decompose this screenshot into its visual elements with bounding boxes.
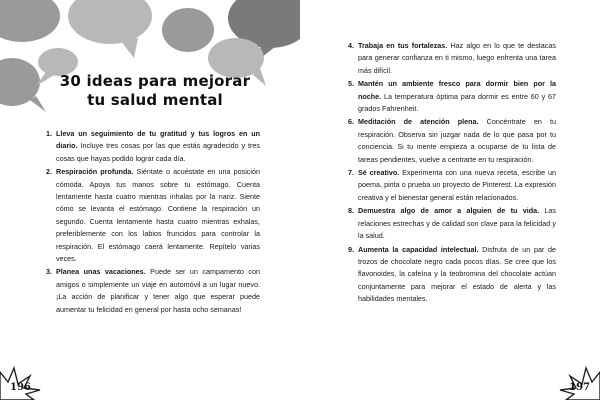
- item-number: 5.: [348, 79, 354, 89]
- item-number: 1.: [46, 129, 52, 138]
- title-line-1: 30 ideas para mejorar: [59, 72, 251, 90]
- item-number: 3.: [46, 267, 52, 277]
- speech-bubble-icon: [0, 0, 60, 42]
- list-item: [46, 266, 260, 316]
- list-item: [348, 205, 556, 242]
- item-body: Disfruta de un par de trozos de chocolate negro cada pocos días. Se cree que los flavonoides, la cafeína y la teobromina del chocolate actúan conjuntamente para mejorar el estado de alerta y las habilidades mentales.: [358, 244, 557, 304]
- item-lead: Lleva un seguimiento de tu gratitud y tus logros en un diario.: [56, 129, 260, 151]
- item-body: Concéntrate en tu respiración. Observa sin juzgar nada de lo que pasa por tu conciencia. Si tu mente empieza a ocuparse de tu lista de tareas pendientes, vuelve a centrarte en tu respiración.: [358, 117, 556, 164]
- list-item: [46, 128, 260, 165]
- item-lead: Trabaja en tus fortalezas.: [358, 41, 448, 50]
- ideas-list: [348, 40, 556, 307]
- item-lead: Sé creativo.: [358, 168, 400, 178]
- item-lead: Planea unas vacaciones.: [56, 267, 146, 277]
- page-number: 197: [569, 382, 590, 393]
- speech-bubble-icon: [162, 8, 214, 52]
- page-title: [40, 72, 270, 110]
- speech-bubble-icon: [68, 0, 152, 58]
- list-item: [46, 166, 260, 265]
- starburst-corner-icon: [0, 360, 46, 400]
- item-body: Experimenta con una nueva receta, escribe un poema, pinta o prueba un proyecto de Pinterest. La expresión creativa y el bienestar general están relacionados.: [358, 168, 556, 202]
- item-body: Incluye tres cosas por las que estás agradecido y tres cosas que hayas podido lograr cada día.: [56, 141, 260, 163]
- item-body: Siéntate o acuéstate en una posición cómoda. Apoya tus manos sobre tu estómago. Cuenta lentamente hasta cuatro mientras inhalas por la nariz. Siente cómo se levanta el estómago. Contiene la respiración un segundo. Cuenta lentamente hasta cuatro mientras exhalas, preferiblemente con los labios fruncidos para controlar la respiración. El estómago caerá lentamente. Repítelo varias veces.: [56, 167, 260, 264]
- ideas-list: [46, 128, 260, 317]
- item-number: 6.: [348, 117, 354, 127]
- list-item: [348, 78, 556, 115]
- item-number: 4.: [348, 41, 354, 50]
- item-body: Puede ser un campamento con amigos o simplemente un viaje en automóvil a un lugar nuevo. ¡La acción de planificar y tener algo que esperar puede aumentar tu felicidad en general por hasta ocho semanas!: [56, 267, 261, 314]
- list-item: [348, 40, 556, 77]
- right-page: [300, 0, 600, 400]
- item-body: Haz algo en lo que te destacas para generar confianza en ti mismo, luego enfrenta una tarea más difícil.: [358, 41, 556, 75]
- list-item: [348, 167, 556, 204]
- item-lead: Mantén un ambiente fresco para dormir bien por la noche.: [358, 79, 556, 101]
- item-lead: Aumenta la capacidad intelectual.: [358, 244, 479, 254]
- item-body: La temperatura óptima para dormir es entre 60 y 67 grados Fahrenheit.: [358, 91, 556, 114]
- item-number: 9.: [348, 244, 354, 254]
- item-lead: Meditación de atención plena.: [358, 117, 479, 127]
- list-item: [348, 116, 556, 166]
- item-number: 7.: [348, 168, 354, 178]
- list-item: [348, 244, 556, 306]
- item-body: Las relaciones estrechas y de calidad son clave para la felicidad y la salud.: [358, 206, 556, 241]
- title-line-2: tu salud mental: [87, 91, 223, 109]
- item-lead: Demuestra algo de amor a alguien de tu vida.: [358, 206, 540, 216]
- item-number: 8.: [348, 206, 354, 216]
- starburst-corner-icon: [554, 360, 600, 400]
- page-number: 196: [10, 382, 31, 393]
- item-number: 2.: [46, 167, 52, 177]
- item-lead: Respiración profunda.: [56, 167, 134, 177]
